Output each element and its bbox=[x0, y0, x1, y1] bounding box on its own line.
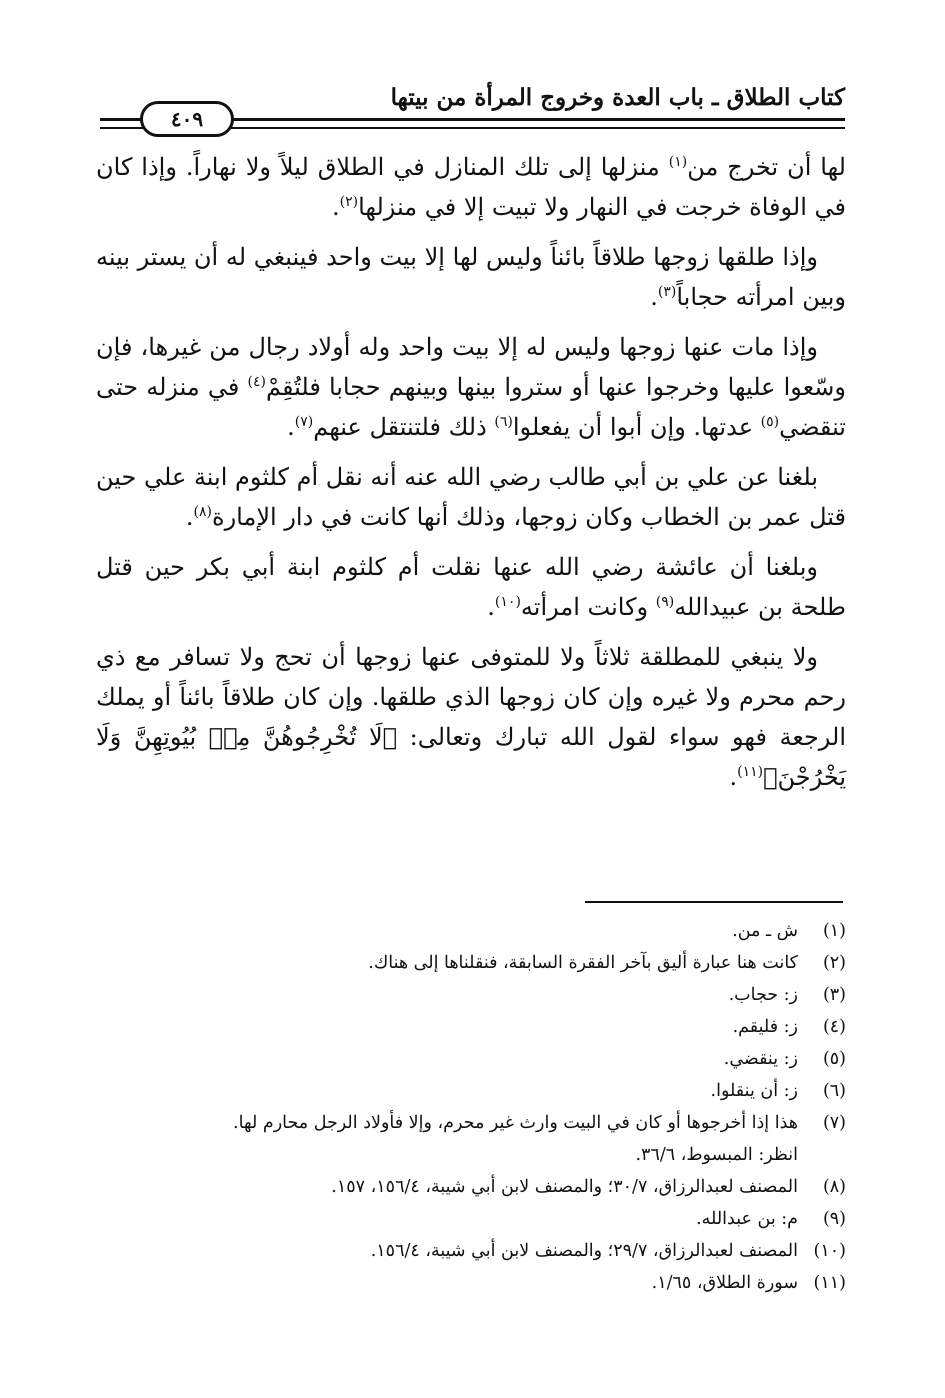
body-paragraph bbox=[96, 637, 846, 797]
footnote-item bbox=[86, 1107, 846, 1139]
footnote-text: ز: ينقضي. bbox=[723, 1049, 798, 1069]
footnote-text: م: بن عبدالله. bbox=[696, 1209, 798, 1229]
paragraph-text: . bbox=[650, 283, 658, 311]
footnote-item bbox=[86, 1043, 846, 1075]
footnote-ref: (٦) bbox=[494, 414, 513, 430]
paragraph-text: منزلها إلى تلك المنازل في الطلاق ليلاً ولا نهاراً. وإذا كان في الوفاة خرجت في النهار ولا تبيت إلا في منزلها bbox=[96, 153, 846, 221]
paragraph-text: بلغنا عن علي بن أبي طالب رضي الله عنه أنه نقل أم كلثوم ابنة علي حين قتل عمر بن الخطاب وكان زوجها، وذلك أنها كانت في دار الإمارة bbox=[96, 463, 846, 531]
footnote-text: ش ـ من. bbox=[732, 921, 798, 941]
running-title: كتاب الطلاق ـ باب العدة وخروج المرأة من بيتها bbox=[390, 84, 845, 111]
footnote-item bbox=[86, 1171, 846, 1203]
footnote-number: (٩) bbox=[822, 1209, 846, 1229]
footnote-text: ز: أن ينقلوا. bbox=[710, 1081, 798, 1101]
paragraph-text: . bbox=[729, 763, 738, 791]
footnote-ref: (٩) bbox=[655, 594, 675, 610]
footnote-number: (٨) bbox=[822, 1177, 846, 1197]
footnote-number: (٣) bbox=[822, 985, 846, 1005]
footnote-item bbox=[86, 1235, 846, 1267]
paragraph-text: . bbox=[332, 193, 340, 221]
paragraph-text: في منزله حتى تنقضي bbox=[96, 373, 846, 441]
footnote-continuation: انظر: المبسوط، ٣٦/٦. bbox=[635, 1145, 798, 1165]
footnote-text: المصنف لعبدالرزاق، ٢٩/٧؛ والمصنف لابن أبي شيبة، ١٥٦/٤. bbox=[370, 1241, 798, 1261]
body-paragraph bbox=[96, 327, 846, 447]
paragraph-text: عدتها. وإن أبوا أن يفعلوا bbox=[512, 413, 761, 441]
footnote-text: ز: حجاب. bbox=[728, 985, 798, 1005]
footnote-text: سورة الطلاق، ١/٦٥. bbox=[651, 1273, 798, 1293]
footnote-number: (٧) bbox=[822, 1113, 846, 1133]
paragraph-text: . bbox=[487, 593, 495, 621]
footnote-text: كانت هنا عبارة أليق بآخر الفقرة السابقة، فنقلناها إلى هناك. bbox=[368, 953, 798, 973]
footnote-number: (٦) bbox=[822, 1081, 846, 1101]
footnote-item bbox=[86, 1267, 846, 1299]
footnote-separator bbox=[585, 901, 843, 903]
footnote-item bbox=[86, 1203, 846, 1235]
footnote-text: هذا إذا أخرجوها أو كان في البيت وارث غير محرم، وإلا فأولاد الرجل محارم لها. bbox=[233, 1113, 798, 1133]
footnote-ref: (٢) bbox=[339, 194, 359, 210]
footnote-ref: (١٠) bbox=[494, 594, 521, 610]
footnote-number: (٢) bbox=[822, 953, 846, 973]
paragraph-text: وكانت امرأته bbox=[520, 593, 656, 621]
paragraph-text: . bbox=[185, 503, 194, 531]
paragraph-text: لها أن تخرج من bbox=[687, 153, 846, 181]
footnote-ref: (١) bbox=[668, 154, 688, 170]
footnote-item bbox=[86, 979, 846, 1011]
footnote-text: ز: فليقم. bbox=[732, 1017, 798, 1037]
footnote-number: (١) bbox=[822, 921, 846, 941]
footnote-ref: (٧) bbox=[294, 414, 314, 430]
paragraph-text: ذلك فلتنتقل عنهم bbox=[313, 413, 495, 441]
paragraph-text: ولا ينبغي للمطلقة ثلاثاً ولا للمتوفى عنها زوجها أن تحج ولا تسافر مع ذي رحم محرم ولا غيره وإن كان زوجها الذي طلقها. وإن كان طلاقاً بائناً أو يملك الرجعة فهو سواء لقول الله تبارك وتعالى: ﴿لَا تُخْرِجُوهُنَّ مِنۢ بُيُوتِهِنَّ وَلَا يَخْرُجْنَ﴾ bbox=[96, 643, 846, 791]
footnote-number: (١١) bbox=[813, 1273, 846, 1293]
footnotes-list bbox=[86, 915, 846, 1299]
paragraph-text: وإذا مات عنها زوجها وليس له إلا بيت واحد وله أولاد رجال من غيرها، فإن وسّعوا عليها وخرجوا عنها أو ستروا بينها وبينهم حجابا فلتُقِمْ bbox=[96, 333, 846, 401]
main-text bbox=[96, 147, 846, 807]
paragraph-text: وبلغنا أن عائشة رضي الله عنها نقلت أم كلثوم ابنة أبي بكر حين قتل طلحة بن عبيدالله bbox=[96, 553, 846, 621]
footnote-number: (١٠) bbox=[813, 1241, 846, 1261]
body-paragraph bbox=[96, 147, 846, 227]
footnote-ref: (٨) bbox=[193, 504, 213, 520]
body-paragraph bbox=[96, 547, 846, 627]
footnote-item bbox=[86, 1075, 846, 1107]
body-paragraph bbox=[96, 457, 846, 537]
footnote-item bbox=[86, 915, 846, 947]
footnote-item bbox=[86, 947, 846, 979]
footnote-item bbox=[86, 1011, 846, 1043]
footnote-ref: (١١) bbox=[737, 764, 764, 780]
body-paragraph bbox=[96, 237, 846, 317]
paragraph-text: وإذا طلقها زوجها طلاقاً بائناً وليس لها إلا بيت واحد فينبغي له أن يستر بينه وبين امرأته حجاباً bbox=[96, 243, 846, 311]
footnote-text: المصنف لعبدالرزاق، ٣٠/٧؛ والمصنف لابن أبي شيبة، ١٥٦/٤، ١٥٧. bbox=[331, 1177, 798, 1197]
footnote-number: (٤) bbox=[822, 1017, 846, 1037]
paragraph-text: . bbox=[287, 413, 295, 441]
footnote-ref: (٣) bbox=[657, 284, 677, 300]
page-number: ٤٠٩ bbox=[140, 101, 234, 137]
footnote-number: (٥) bbox=[822, 1049, 846, 1069]
footnote-ref: (٥) bbox=[760, 414, 780, 430]
footnote-ref: (٤) bbox=[247, 374, 267, 390]
